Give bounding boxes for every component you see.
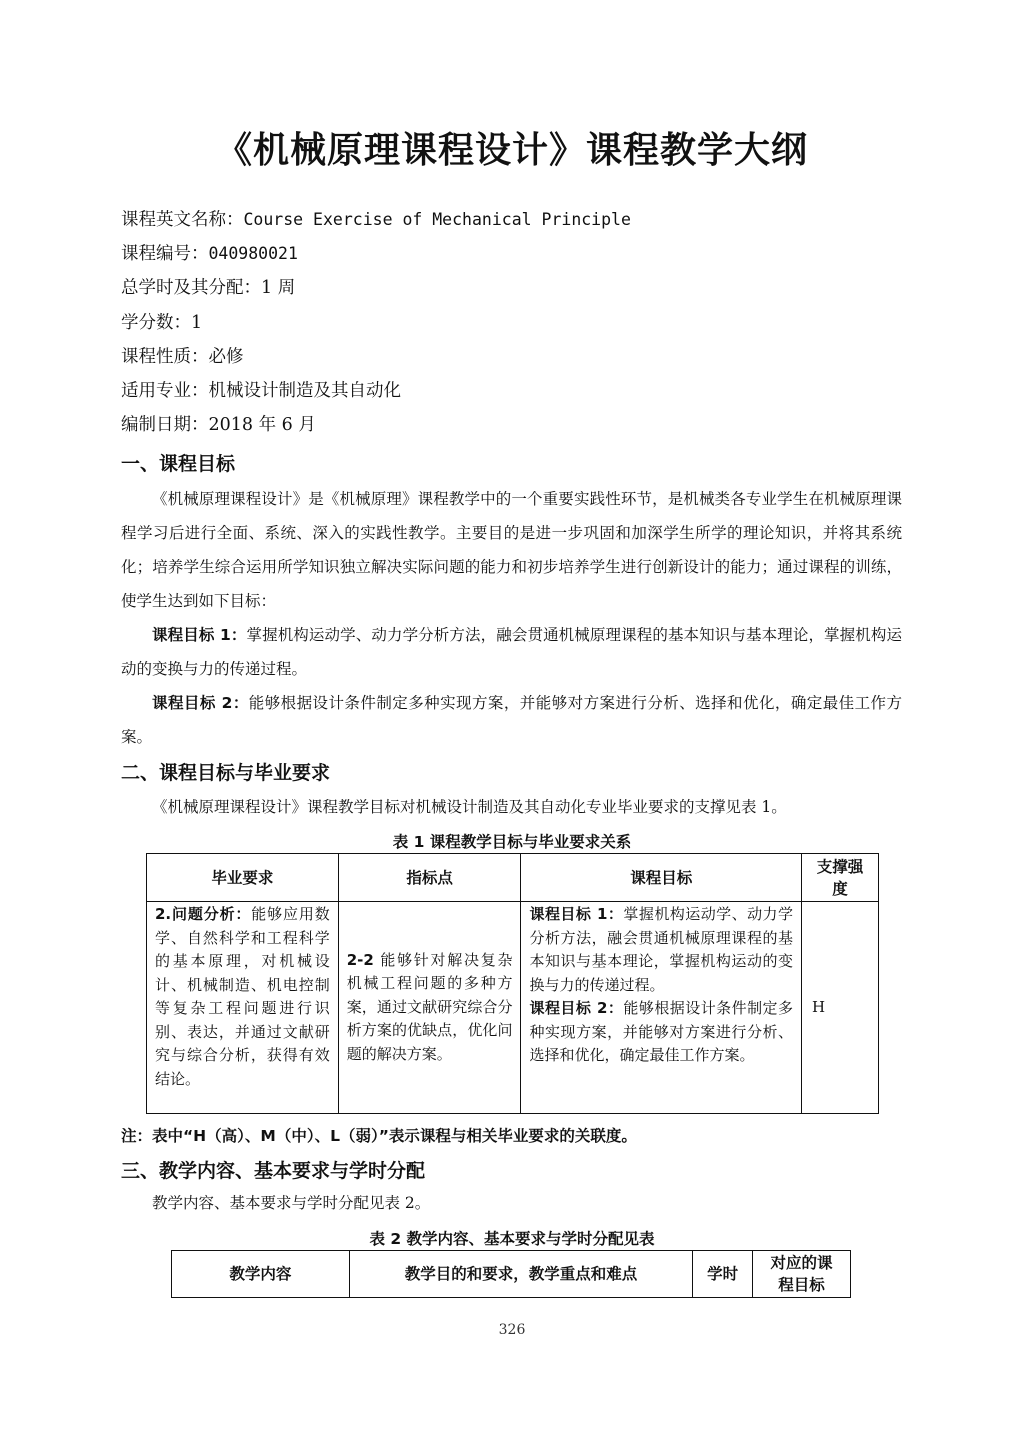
course-goal-2 [121, 686, 902, 754]
graduation-requirement-cell [147, 902, 339, 1114]
cell-goal-1 [529, 903, 793, 997]
meta-label: 课程英文名称： [121, 210, 244, 230]
goal-label: 课程目标 1： [152, 626, 247, 644]
table-header-cell: 课程目标 [521, 854, 802, 902]
table-header-cell: 教学目的和要求，教学重点和难点 [349, 1251, 692, 1298]
goal-label: 课程目标 2： [152, 694, 249, 712]
meta-hours [121, 271, 631, 305]
meta-value: Course Exercise of Mechanical Principle [243, 210, 631, 229]
page-number: 326 [498, 1322, 526, 1338]
course-goal-cell [521, 902, 802, 1114]
table2-caption: 表 2 教学内容、基本要求与学时分配见表 [369, 1230, 655, 1248]
table-header-cell: 指标点 [338, 854, 521, 902]
meta-credits [121, 306, 631, 340]
section1-intro: 《机械原理课程设计》是《机械原理》课程教学中的一个重要实践性环节，是机械类各专业学生在机械原理课程学习后进行全面、系统、深入的实践性教学。主要目的是进一步巩固和加深学生所学的理论知识，并将其系统化；培养学生综合运用所学知识独立解决实际问题的能力和初步培养学生进行创新设计的能力；通过课程的训练，使学生达到如下目标： [121, 490, 902, 610]
goal-text: 能够根据设计条件制定多种实现方案，并能够对方案进行分析、选择和优化，确定最佳工作方案。 [121, 694, 902, 746]
cell-label: 2-2 [346, 950, 374, 969]
table-header-cell: 支撑强度 [802, 854, 879, 902]
meta-label: 学分数： [121, 312, 191, 333]
meta-value: 1 [191, 312, 203, 333]
meta-value: 1 周 [261, 278, 296, 299]
table1-note: 注：表中“H（高）、M（中）、L（弱）”表示课程与相关毕业要求的关联度。 [121, 1127, 637, 1145]
cell-label: 课程目标 2： [529, 999, 624, 1017]
cell-text: 能够根据设计条件制定多种实现方案，并能够对方案进行分析、选择和优化，确定最佳工作方案。 [529, 999, 794, 1064]
meta-value: 040980021 [208, 244, 298, 264]
section-heading-2: 二、课程目标与毕业要求 [121, 762, 331, 784]
course-meta [121, 203, 631, 442]
cell-text: 掌握机构运动学、动力学分析方法，融会贯通机械原理课程的基本知识与基本理论，掌握机构运动的变换与力的传递过程。 [529, 905, 794, 994]
meta-label: 课程编号： [121, 244, 209, 265]
cell-goal-2 [529, 997, 793, 1068]
table-header-cell: 学时 [693, 1251, 753, 1298]
table-header-cell: 毕业要求 [147, 854, 339, 902]
meta-nature [121, 340, 631, 374]
table1-caption: 表 1 课程教学目标与毕业要求关系 [392, 833, 632, 851]
meta-major [121, 374, 631, 408]
meta-date [121, 408, 631, 442]
table-1 [146, 853, 879, 1114]
meta-label: 总学时及其分配： [121, 278, 261, 299]
meta-value: 机械设计制造及其自动化 [208, 380, 401, 401]
meta-value: 2018 年 6 月 [208, 415, 316, 436]
table-2 [171, 1250, 851, 1298]
meta-code [121, 237, 631, 271]
section2-intro: 《机械原理课程设计》课程教学目标对机械设计制造及其自动化专业毕业要求的支撑见表 1。 [152, 798, 787, 816]
support-strength-cell: H [802, 902, 879, 1114]
meta-english-name [121, 203, 631, 237]
meta-value: 必修 [208, 346, 244, 367]
meta-label: 课程性质： [121, 346, 209, 367]
table-header-cell: 对应的课程目标 [753, 1251, 851, 1298]
section-heading-3: 三、教学内容、基本要求与学时分配 [121, 1160, 426, 1182]
table-header-cell: 教学内容 [172, 1251, 350, 1298]
table-header-row [172, 1251, 851, 1298]
cell-label: 课程目标 1： [529, 905, 624, 923]
table-row [147, 902, 879, 1114]
goal-text: 掌握机构运动学、动力学分析方法，融会贯通机械原理课程的基本知识与基本理论，掌握机构运动的变换与力的传递过程。 [121, 626, 902, 678]
indicator-cell [338, 902, 521, 1114]
meta-label: 适用专业： [121, 380, 209, 401]
course-goal-1 [121, 618, 902, 686]
table-header-row [147, 854, 879, 902]
page-title: 《机械原理课程设计》课程教学大纲 [215, 130, 808, 171]
section-heading-1: 一、课程目标 [121, 453, 236, 475]
cell-text: 能够应用数学、自然科学和工程科学的基本原理，对机械设计、机械制造、机电控制等复杂工程问题进行识别、表达，并通过文献研究与综合分析，获得有效结论。 [155, 905, 330, 1088]
cell-label: 2.问题分析： [155, 905, 252, 923]
section3-intro: 教学内容、基本要求与学时分配见表 2。 [152, 1194, 431, 1212]
cell-text: 能够针对解决复杂机械工程问题的多种方案，通过文献研究综合分析方案的优缺点，优化问题的解决方案。 [346, 950, 513, 1063]
meta-label: 编制日期： [121, 415, 209, 436]
